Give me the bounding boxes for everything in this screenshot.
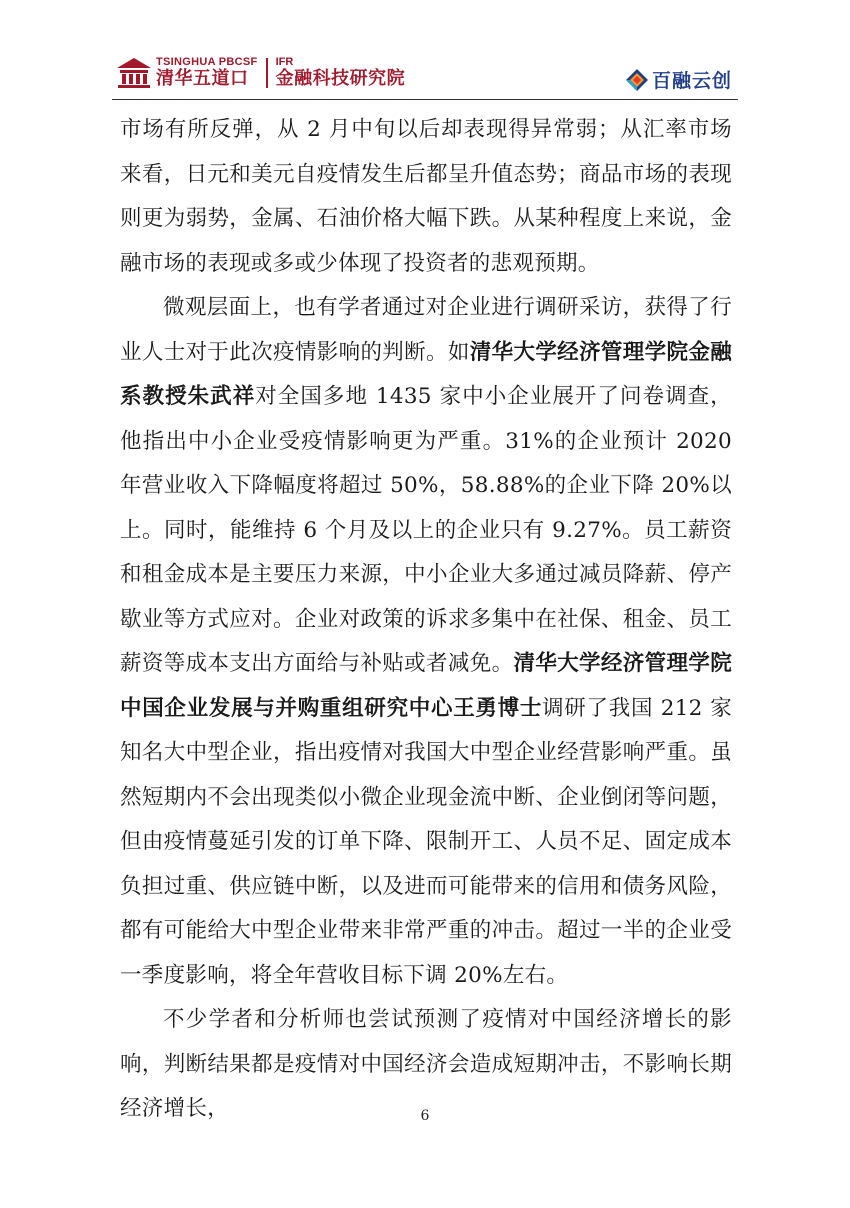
bairong-diamond-icon — [626, 69, 648, 91]
paragraph-1: 市场有所反弹，从 2 月中旬以后却表现得异常弱；从汇率市场来看，日元和美元自疫情发生后都呈升值态势；商品市场的表现则更为弱势，金属、石油价格大幅下跌。从某种程度上来说，金融市场的表现或多或少体现了投资者的悲观预期。 — [120, 117, 732, 276]
brand-chinese: 清华五道口 — [156, 68, 249, 89]
paragraph-2-text-1: 微观层面上，也有学者通过对企业进行调研采访，获得了行业人士对于此次疫情影响的判断。如 — [120, 295, 732, 365]
tsinghua-pbcsf-logo — [116, 56, 405, 90]
page-header — [112, 52, 738, 98]
document-body — [120, 108, 732, 1132]
paragraph-2-text-3: 调研了我国 212 家知名大中型企业，指出疫情对我国大中型企业经营影响严重。虽然短期内不会出现类似小微企业现金流中断、企业倒闭等问题，但由疫情蔓延引发的订单下降、限制开工、人员不足、固定成本负担过重、供应链中断，以及进而可能带来的信用和债务风险，都有可能给大中型企业带来非常严重的冲击。超过一半的企业受一季度影响，将全年营收目标下调 20%左右。 — [120, 695, 733, 988]
highlight-professor-zhu-wuxiang: 清华大学经济管理学院金融系教授朱武祥 — [120, 339, 732, 409]
paragraph-2 — [120, 286, 732, 998]
highlight-dr-wang-yong: 清华大学经济管理学院中国企业发展与并购重组研究中心王勇博士 — [120, 651, 732, 721]
institute-chinese: 金融科技研究院 — [275, 68, 406, 89]
bairong-logo — [626, 66, 732, 93]
paragraph-2-text-2: 对全国多地 1435 家中小企业展开了问卷调查，他指出中小企业受疫情影响更为严重。31%的企业预计 2020 年营业收入下降幅度将超过 50%，58.88%的企业下降 20%以上。同时，能维持 6 个月及以上的企业只有 9.27%。员工薪资和租金成本是主要压力来源，中小企业大多通过减员降薪、停产歇业等方式应对。企业对政策的诉求多集中在社保、租金、员工薪资等成本支出方面给与补贴或者减免。 — [120, 384, 732, 676]
institute-english: IFR — [275, 56, 294, 68]
brand-english: TSINGHUA PBCSF — [156, 56, 258, 68]
logo-divider — [266, 58, 268, 88]
header-rule — [112, 99, 738, 100]
page-number: 6 — [420, 1108, 430, 1124]
tsinghua-pbcsf-seal-icon — [116, 57, 152, 89]
bairong-name: 百融云创 — [651, 70, 732, 92]
paragraph-3: 不少学者和分析师也尝试预测了疫情对中国经济增长的影响，判断结果都是疫情对中国经济会造成短期冲击，不影响长期经济增长， — [120, 1007, 732, 1121]
